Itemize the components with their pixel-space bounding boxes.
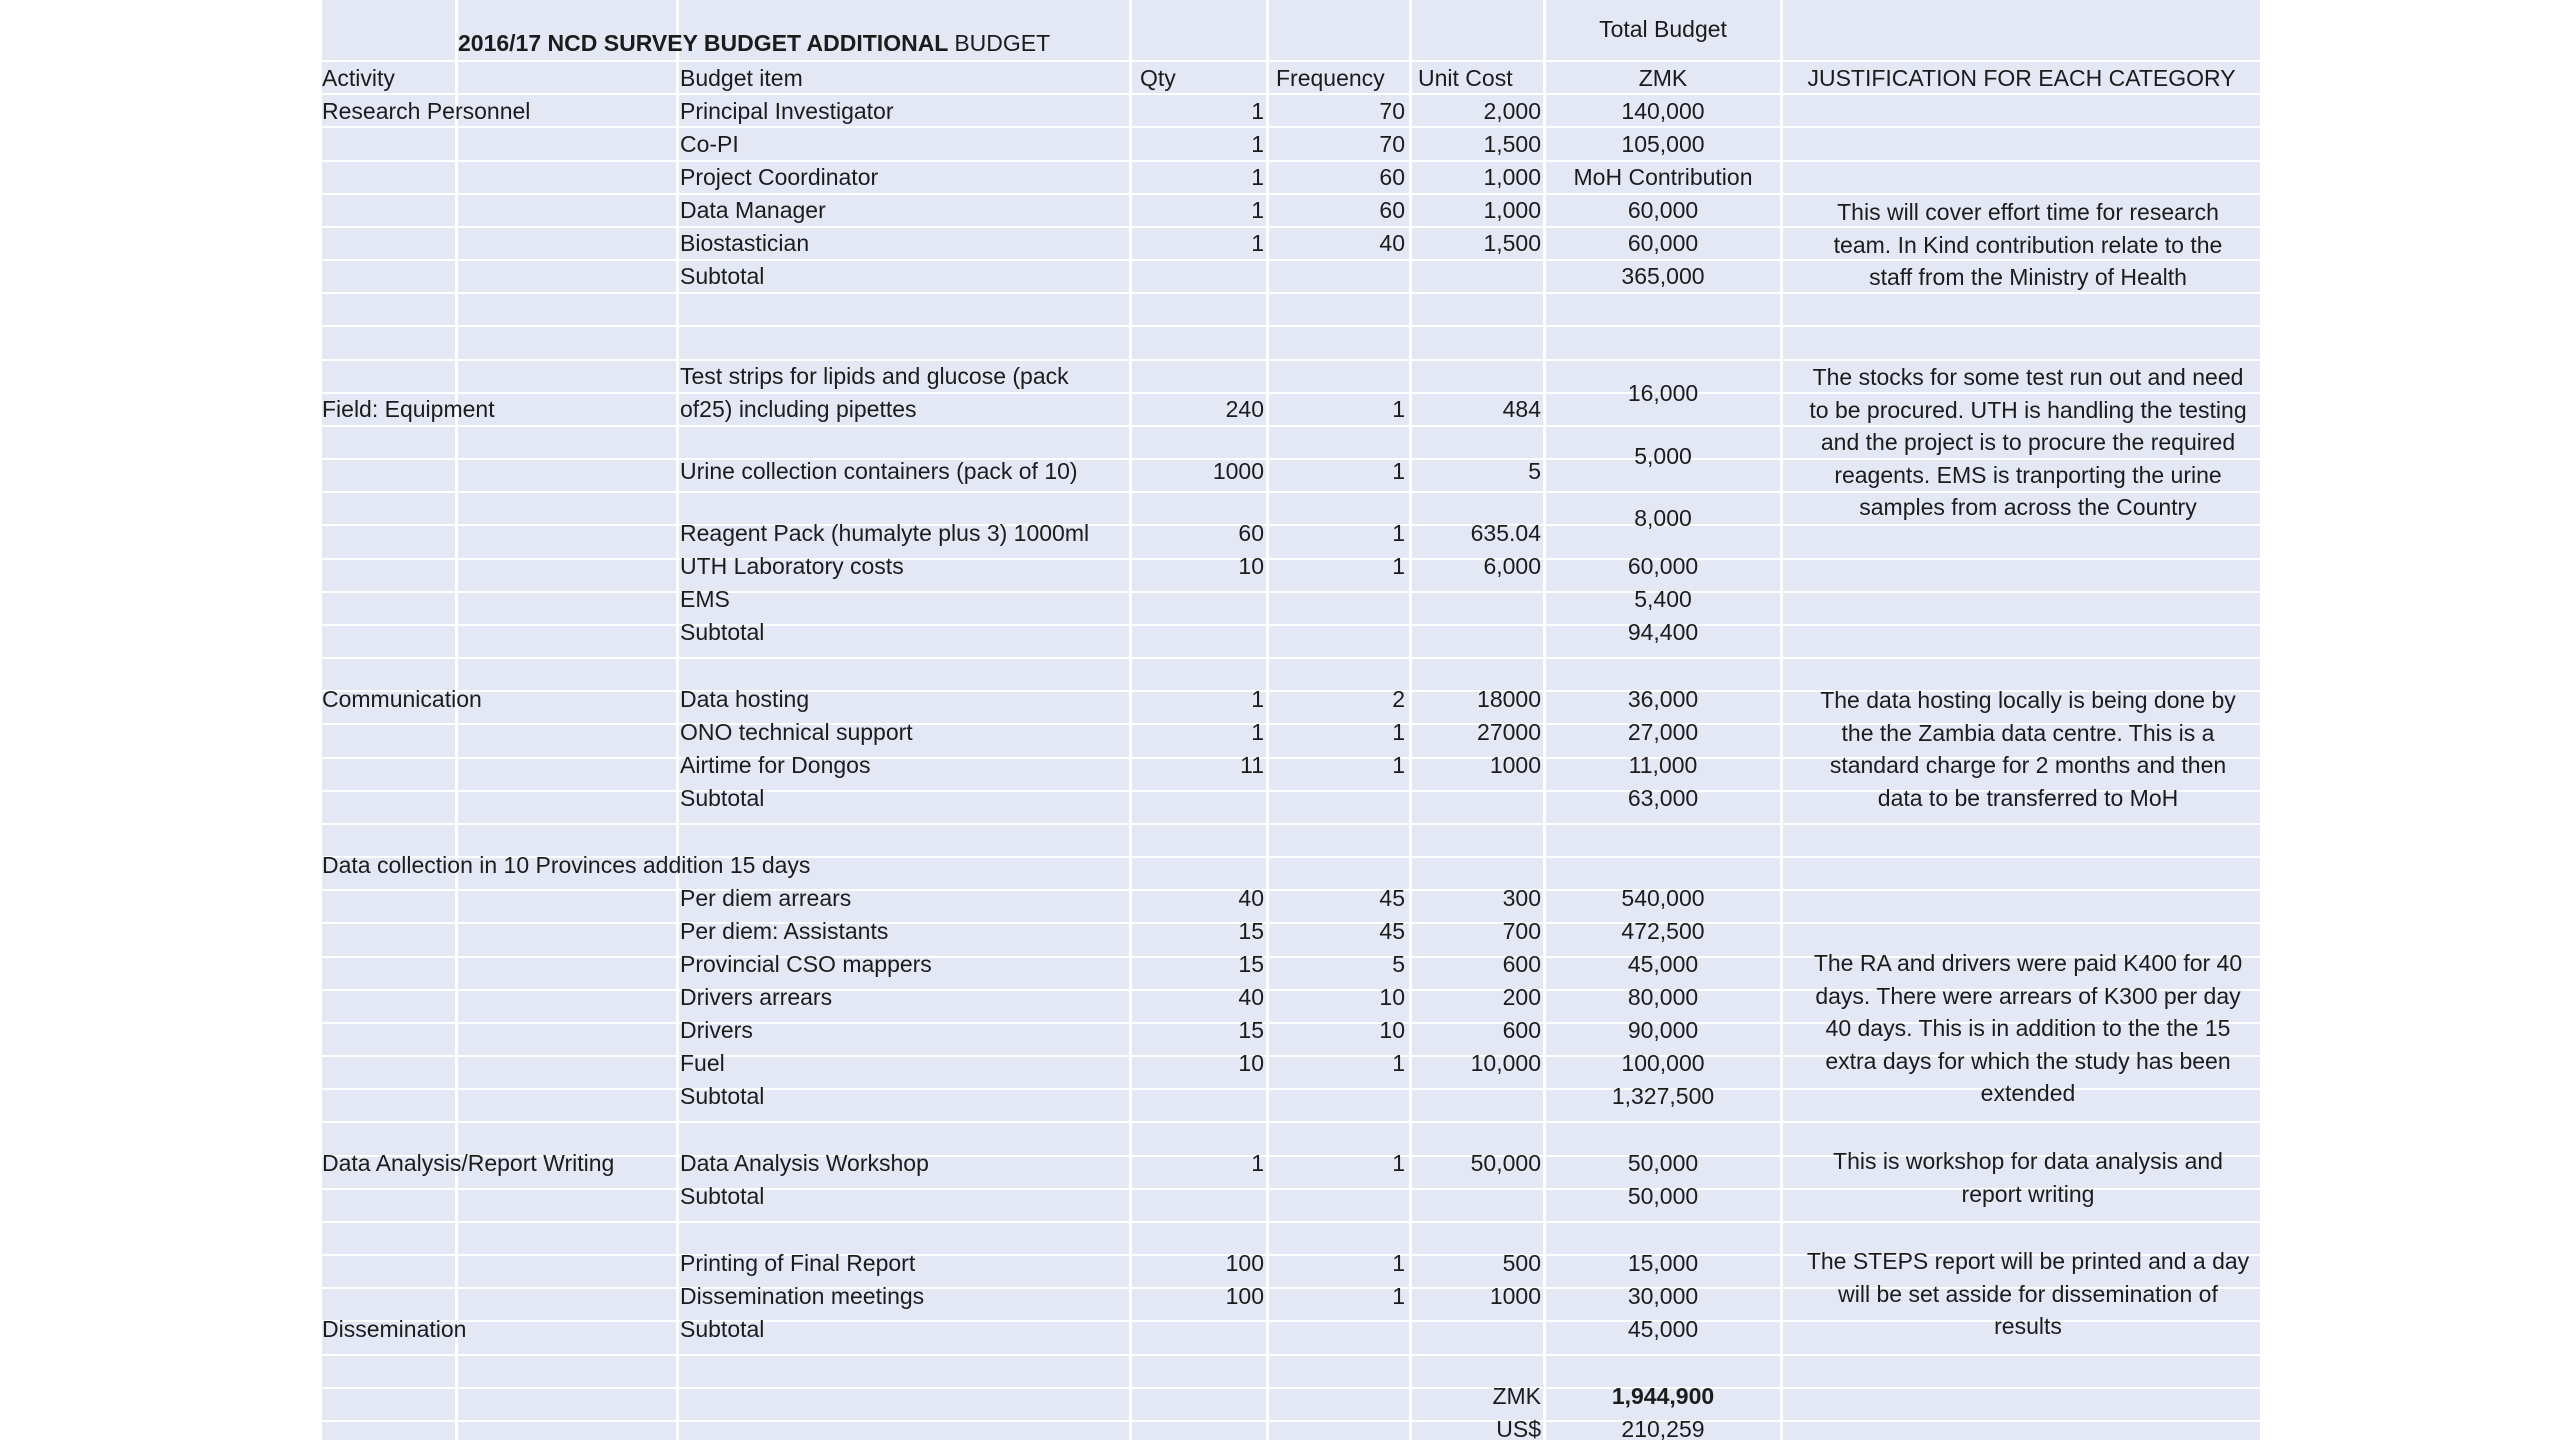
total-cell: 60,000 (1627, 553, 1699, 579)
qty-cell: 15 (1238, 918, 1264, 944)
budget-item-cell: Data Manager (680, 197, 826, 223)
row-gridline (322, 1387, 2260, 1389)
unit-cost-cell: 1,500 (1483, 230, 1541, 256)
row-gridline (322, 1121, 2260, 1123)
budget-item-cell: Subtotal (680, 1183, 765, 1209)
total-cell: 15,000 (1627, 1250, 1699, 1276)
qty-cell: 15 (1238, 951, 1264, 977)
budget-item-cell: Drivers arrears (680, 984, 833, 1010)
budget-item-cell: Project Coordinator (680, 164, 879, 190)
row-gridline (322, 591, 2260, 593)
budget-item-cell: Subtotal (680, 785, 765, 811)
frequency-cell: 40 (1379, 230, 1405, 256)
frequency-cell: 10 (1379, 984, 1405, 1010)
total-cell: 60,000 (1627, 230, 1699, 256)
header-justification: JUSTIFICATION FOR EACH CATEGORY (1807, 65, 2236, 91)
total-cell: 540,000 (1621, 885, 1705, 911)
unit-cost-cell: 27000 (1477, 719, 1541, 745)
budget-item-cell: Principal Investigator (680, 98, 894, 124)
header-unit-cost: Unit Cost (1418, 65, 1513, 91)
total-cell: 45,000 (1627, 1316, 1699, 1342)
grand-total-zmk-label: ZMK (1492, 1383, 1541, 1409)
row-gridline (322, 823, 2260, 825)
unit-cost-cell: 600 (1502, 1017, 1541, 1043)
activity-cell: Dissemination (322, 1316, 467, 1342)
frequency-cell: 45 (1379, 918, 1405, 944)
qty-cell: 1 (1251, 1150, 1264, 1176)
budget-item-cell: Subtotal (680, 1083, 765, 1109)
qty-cell: 1 (1251, 719, 1264, 745)
justification-dissemination: The STEPS report will be printed and a day will be set asside for dissemination of results (1806, 1248, 2250, 1340)
frequency-cell: 1 (1392, 1283, 1405, 1309)
total-budget-heading: Total Budget (1599, 16, 1727, 42)
budget-item-cell: Reagent Pack (humalyte plus 3) 1000ml (680, 520, 1090, 546)
total-cell: 100,000 (1621, 1050, 1705, 1076)
header-qty: Qty (1140, 65, 1176, 91)
row-gridline (322, 624, 2260, 626)
budget-item-cell: Test strips for lipids and glucose (pack (680, 363, 1069, 389)
qty-cell: 1 (1251, 98, 1264, 124)
activity-cell: Data collection in 10 Provinces addition 15 days (322, 852, 811, 878)
frequency-cell: 1 (1392, 719, 1405, 745)
budget-item-cell: Subtotal (680, 263, 765, 289)
frequency-cell: 1 (1392, 458, 1405, 484)
total-cell: 80,000 (1627, 984, 1699, 1010)
activity-cell: Research Personnel (322, 98, 531, 124)
budget-item-cell: Subtotal (680, 1316, 765, 1342)
budget-item-cell: Subtotal (680, 619, 765, 645)
budget-item-cell: Co-PI (680, 131, 739, 157)
frequency-cell: 1 (1392, 1050, 1405, 1076)
unit-cost-cell: 10,000 (1470, 1050, 1541, 1076)
row-gridline (322, 93, 2260, 95)
frequency-cell: 10 (1379, 1017, 1405, 1043)
qty-cell: 10 (1238, 1050, 1264, 1076)
budget-item-cell: ONO technical support (680, 719, 913, 745)
total-cell: 90,000 (1627, 1017, 1699, 1043)
qty-cell: 1000 (1212, 458, 1264, 484)
total-cell: 36,000 (1627, 686, 1699, 712)
grand-total-zmk-value: 1,944,900 (1611, 1383, 1715, 1409)
budget-title (458, 30, 1050, 57)
budget-item-cell: EMS (680, 586, 730, 612)
total-cell: 8,000 (1634, 505, 1692, 531)
total-cell: 105,000 (1621, 131, 1705, 157)
frequency-cell: 1 (1392, 520, 1405, 546)
unit-cost-cell: 635.04 (1470, 520, 1541, 546)
frequency-cell: 70 (1379, 98, 1405, 124)
total-cell: 11,000 (1628, 752, 1698, 778)
frequency-cell: 1 (1392, 1150, 1405, 1176)
budget-item-cell: Fuel (680, 1050, 725, 1076)
total-cell: 30,000 (1627, 1283, 1699, 1309)
total-cell: 50,000 (1627, 1150, 1699, 1176)
unit-cost-cell: 1,000 (1483, 197, 1541, 223)
row-gridline (322, 558, 2260, 560)
total-cell: 50,000 (1627, 1183, 1699, 1209)
total-cell: 472,500 (1621, 918, 1705, 944)
frequency-cell: 1 (1392, 752, 1405, 778)
qty-cell: 1 (1251, 230, 1264, 256)
total-cell: 45,000 (1627, 951, 1699, 977)
budget-item-cell: Airtime for Dongos (680, 752, 871, 778)
frequency-cell: 45 (1379, 885, 1405, 911)
header-budget-item: Budget item (680, 65, 803, 91)
unit-cost-cell: 484 (1502, 396, 1541, 422)
row-gridline (322, 524, 2260, 526)
budget-item-cell: Drivers (680, 1017, 753, 1043)
unit-cost-cell: 1000 (1489, 1283, 1541, 1309)
frequency-cell: 2 (1392, 686, 1405, 712)
qty-cell: 240 (1225, 396, 1264, 422)
total-cell: 27,000 (1627, 719, 1699, 745)
budget-item-cell: Data Analysis Workshop (680, 1150, 929, 1176)
row-gridline (322, 325, 2260, 327)
budget-item-cell: Data hosting (680, 686, 810, 712)
qty-cell: 100 (1225, 1283, 1264, 1309)
total-cell: MoH Contribution (1573, 164, 1753, 190)
unit-cost-cell: 6,000 (1483, 553, 1541, 579)
justification-analysis: This is workshop for data analysis and report writing (1833, 1148, 2223, 1207)
qty-cell: 100 (1225, 1250, 1264, 1276)
total-cell: 140,000 (1621, 98, 1705, 124)
budget-item-cell: Dissemination meetings (680, 1283, 925, 1309)
total-cell: 16,000 (1627, 380, 1699, 406)
budget-item-cell: Provincial CSO mappers (680, 951, 932, 977)
activity-cell: Field: Equipment (322, 396, 495, 422)
justification-personnel: This will cover effort time for research team. In Kind contribution relate to the staff from the Ministry of Health (1833, 199, 2223, 291)
frequency-cell: 60 (1379, 197, 1405, 223)
budget-item-cell: Per diem arrears (680, 885, 852, 911)
frequency-cell: 70 (1379, 131, 1405, 157)
justification-equipment: The stocks for some test run out and need to be procured. UTH is handling the testing and the project is to procure the required reagents. EMS is tranporting the urine samples from across the Country (1809, 364, 2247, 521)
header-activity: Activity (322, 65, 395, 91)
qty-cell: 1 (1251, 197, 1264, 223)
budget-item-cell: Per diem: Assistants (680, 918, 889, 944)
total-cell: 365,000 (1621, 263, 1705, 289)
row-gridline (322, 1354, 2260, 1356)
qty-cell: 60 (1238, 520, 1264, 546)
unit-cost-cell: 1,000 (1483, 164, 1541, 190)
qty-cell: 1 (1251, 686, 1264, 712)
row-gridline (322, 922, 2260, 924)
budget-title-light: BUDGET (954, 30, 1051, 56)
grand-total-usd-value: 210,259 (1621, 1416, 1705, 1442)
unit-cost-cell: 700 (1502, 918, 1541, 944)
frequency-cell: 60 (1379, 164, 1405, 190)
qty-cell: 15 (1238, 1017, 1264, 1043)
unit-cost-cell: 1,500 (1483, 131, 1541, 157)
unit-cost-cell: 200 (1502, 984, 1541, 1010)
justification-communication: The data hosting locally is being done by the the Zambia data centre. This is a standard charge for 2 months and then data to be transferred to MoH (1820, 687, 2236, 811)
activity-cell: Communication (322, 686, 482, 712)
qty-cell: 10 (1238, 553, 1264, 579)
grand-total-usd-label: US$ (1496, 1416, 1541, 1442)
total-cell: 60,000 (1627, 197, 1699, 223)
frequency-cell: 1 (1392, 1250, 1405, 1276)
qty-cell: 40 (1238, 984, 1264, 1010)
budget-title-bold: 2016/17 NCD SURVEY BUDGET ADDITIONAL (458, 30, 948, 56)
row-gridline (322, 126, 2260, 128)
row-gridline (322, 1221, 2260, 1223)
unit-cost-cell: 1000 (1489, 752, 1541, 778)
budget-item-cell: Urine collection containers (pack of 10) (680, 458, 1078, 484)
row-gridline (322, 160, 2260, 162)
row-gridline (322, 1420, 2260, 1422)
header-currency: ZMK (1638, 65, 1688, 91)
total-cell: 1,327,500 (1611, 1083, 1715, 1109)
row-gridline (322, 657, 2260, 659)
total-cell: 5,400 (1634, 586, 1692, 612)
budget-item-cell: Biostastician (680, 230, 810, 256)
header-frequency: Frequency (1276, 65, 1385, 91)
row-gridline (322, 60, 2260, 62)
total-cell: 94,400 (1627, 619, 1699, 645)
unit-cost-cell: 2,000 (1483, 98, 1541, 124)
qty-cell: 40 (1238, 885, 1264, 911)
total-cell: 5,000 (1634, 443, 1692, 469)
frequency-cell: 1 (1392, 396, 1405, 422)
justification-data-collection: The RA and drivers were paid K400 for 40 days. There were arrears of K300 per day 40 days. This is in addition to the the 15 extra days for which the study has been extended (1813, 950, 2243, 1107)
unit-cost-cell: 600 (1502, 951, 1541, 977)
budget-item-cell: Printing of Final Report (680, 1250, 916, 1276)
unit-cost-cell: 5 (1528, 458, 1541, 484)
unit-cost-cell: 18000 (1477, 686, 1541, 712)
unit-cost-cell: 50,000 (1470, 1150, 1541, 1176)
row-gridline (322, 889, 2260, 891)
unit-cost-cell: 300 (1502, 885, 1541, 911)
qty-cell: 1 (1251, 131, 1264, 157)
frequency-cell: 1 (1392, 553, 1405, 579)
budget-item-cell: UTH Laboratory costs (680, 553, 904, 579)
qty-cell: 11 (1240, 752, 1264, 778)
row-gridline (322, 193, 2260, 195)
total-cell: 63,000 (1627, 785, 1699, 811)
frequency-cell: 5 (1392, 951, 1405, 977)
activity-cell: Data Analysis/Report Writing (322, 1150, 615, 1176)
budget-item-cell: of25) including pipettes (680, 396, 917, 422)
qty-cell: 1 (1251, 164, 1264, 190)
unit-cost-cell: 500 (1502, 1250, 1541, 1276)
